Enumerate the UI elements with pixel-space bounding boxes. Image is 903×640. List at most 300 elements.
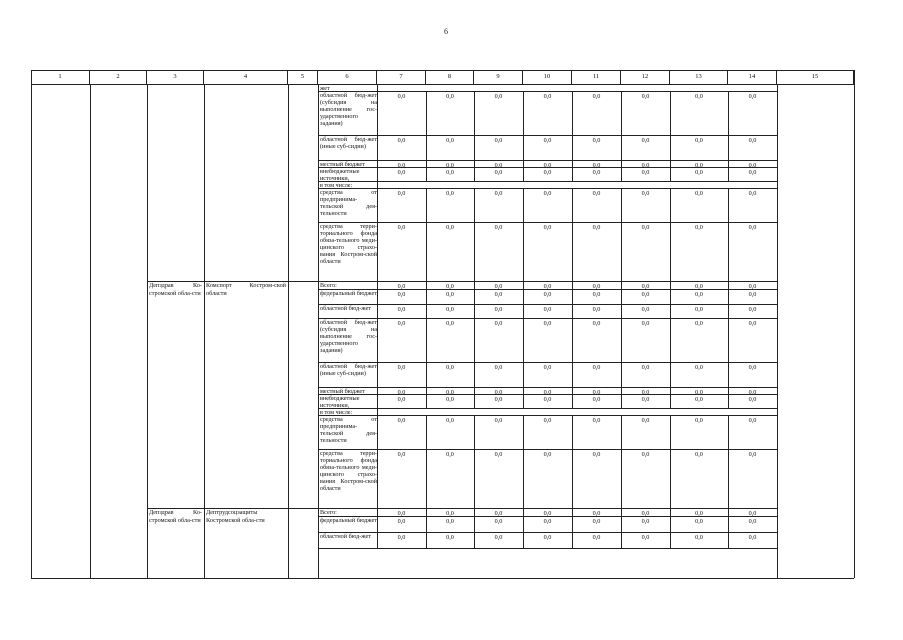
value-cell: 0,0 [748, 162, 757, 169]
value-divider [621, 289, 622, 304]
value-cell: 0,0 [748, 320, 757, 327]
value-cell: 0,0 [748, 306, 757, 313]
value-cell: 0,0 [695, 510, 703, 517]
value-cell: 0,0 [695, 169, 703, 176]
value-divider [426, 135, 427, 160]
value-cell: 0,0 [695, 451, 703, 458]
column-divider [777, 84, 778, 578]
value-divider [523, 508, 524, 516]
value-divider [377, 188, 378, 222]
value-divider [377, 394, 378, 408]
row-separator [318, 91, 777, 92]
value-cell: 0,0 [641, 283, 650, 290]
value-cell: 0,0 [397, 534, 406, 541]
value-cell: 0,0 [748, 169, 757, 176]
value-divider [572, 449, 573, 508]
value-cell: 0,0 [641, 364, 650, 371]
value-divider [474, 318, 475, 362]
value-divider [670, 222, 671, 281]
value-cell: 0,0 [695, 162, 703, 169]
column-header: 15 [777, 70, 854, 84]
value-divider [572, 188, 573, 222]
value-cell: 0,0 [446, 417, 454, 424]
value-divider [621, 318, 622, 362]
table-border-left [31, 70, 32, 578]
row-separator [318, 548, 777, 549]
value-cell: 0,0 [446, 137, 454, 144]
value-divider [621, 304, 622, 318]
value-cell: 0,0 [641, 137, 650, 144]
value-cell: 0,0 [641, 162, 650, 169]
row-separator [318, 394, 777, 395]
page-number: 6 [444, 27, 448, 36]
budget-table [31, 70, 854, 578]
value-cell: 0,0 [695, 320, 703, 327]
value-divider [728, 135, 729, 160]
value-cell: 0,0 [494, 224, 503, 231]
row-separator [318, 304, 777, 305]
value-cell: 0,0 [592, 137, 601, 144]
value-cell: 0,0 [592, 93, 601, 100]
value-divider [728, 415, 729, 449]
value-divider [728, 318, 729, 362]
value-divider [670, 415, 671, 449]
value-cell: 0,0 [397, 396, 406, 403]
value-cell: 0,0 [641, 224, 650, 231]
value-cell: 0,0 [397, 510, 406, 517]
row-separator [318, 362, 777, 363]
value-divider [621, 394, 622, 408]
value-divider [728, 387, 729, 394]
column-divider [90, 84, 91, 578]
value-cell: 0,0 [748, 518, 757, 525]
value-cell: 0,0 [543, 518, 552, 525]
row-separator [318, 188, 777, 189]
value-divider [377, 84, 378, 91]
value-divider [728, 516, 729, 532]
value-divider [474, 91, 475, 135]
value-divider [572, 394, 573, 408]
value-divider [670, 188, 671, 222]
value-cell: 0,0 [446, 162, 454, 169]
value-divider [523, 415, 524, 449]
value-divider [728, 289, 729, 304]
row-label: федеральный бюджет [320, 517, 377, 524]
value-divider [572, 362, 573, 387]
value-divider [621, 362, 622, 387]
value-divider [523, 281, 524, 289]
value-cell: 0,0 [397, 162, 406, 169]
value-divider [728, 91, 729, 135]
row-label: Всего: [320, 509, 337, 516]
value-divider [670, 362, 671, 387]
row-label: средства от предпринима-тельской дея-тельности [320, 416, 377, 445]
value-cell: 0,0 [748, 283, 757, 290]
value-cell: 0,0 [641, 389, 650, 396]
value-divider [377, 289, 378, 304]
column-header: 8 [426, 70, 474, 84]
value-cell: 0,0 [592, 417, 601, 424]
value-divider [572, 135, 573, 160]
value-divider [377, 160, 378, 167]
row-separator [318, 508, 777, 509]
value-cell: 0,0 [494, 306, 503, 313]
value-cell: 0,0 [641, 93, 650, 100]
row-label: Всего: [320, 282, 337, 289]
row-label: внебюджетные источники, [320, 395, 360, 408]
value-divider [426, 188, 427, 222]
row-separator [318, 387, 777, 388]
value-divider [426, 532, 427, 548]
value-cell: 0,0 [494, 534, 503, 541]
value-divider [670, 304, 671, 318]
value-cell: 0,0 [748, 417, 757, 424]
value-cell: 0,0 [695, 190, 703, 197]
column-divider [288, 84, 289, 578]
value-divider [426, 387, 427, 394]
value-divider [670, 160, 671, 167]
value-divider [474, 532, 475, 548]
value-cell: 0,0 [641, 190, 650, 197]
value-divider [621, 449, 622, 508]
value-cell: 0,0 [748, 534, 757, 541]
row-label: местный бюджет [320, 161, 365, 167]
value-divider [572, 387, 573, 394]
value-cell: 0,0 [592, 510, 601, 517]
value-cell: 0,0 [446, 451, 454, 458]
value-cell: 0,0 [397, 169, 406, 176]
value-divider [474, 167, 475, 181]
value-divider [621, 387, 622, 394]
value-cell: 0,0 [494, 283, 503, 290]
value-divider [377, 91, 378, 135]
value-divider [426, 91, 427, 135]
value-cell: 0,0 [494, 396, 503, 403]
value-divider [670, 508, 671, 516]
row-label: областной бюд-жет (субсидия на выполнение гос-ударственного задания) [320, 92, 377, 128]
value-divider [523, 304, 524, 318]
value-divider [572, 281, 573, 289]
value-cell: 0,0 [695, 291, 703, 298]
value-divider [474, 415, 475, 449]
value-divider [426, 304, 427, 318]
row-label: средства терри-ториального фонда обяза-тельного меди-цинского страхо-вания Костром-ской области [320, 450, 377, 493]
value-divider [377, 516, 378, 532]
value-divider [572, 222, 573, 281]
row-separator [318, 289, 777, 290]
value-cell: 0,0 [446, 169, 454, 176]
value-cell: 0,0 [641, 396, 650, 403]
value-cell: 0,0 [494, 364, 503, 371]
value-cell: 0,0 [494, 93, 503, 100]
value-divider [426, 289, 427, 304]
value-cell: 0,0 [695, 534, 703, 541]
value-cell: 0,0 [543, 389, 552, 396]
value-cell: 0,0 [543, 364, 552, 371]
value-cell: 0,0 [695, 306, 703, 313]
value-divider [426, 318, 427, 362]
row-separator [318, 167, 777, 168]
column-header: 5 [288, 70, 318, 84]
value-divider [621, 160, 622, 167]
row-separator [318, 135, 777, 136]
value-cell: 0,0 [695, 137, 703, 144]
value-divider [728, 508, 729, 516]
value-cell: 0,0 [543, 510, 552, 517]
value-cell: 0,0 [543, 534, 552, 541]
value-cell: 0,0 [695, 396, 703, 403]
value-divider [621, 188, 622, 222]
value-divider [426, 394, 427, 408]
row-separator [318, 281, 777, 282]
value-divider [474, 160, 475, 167]
value-cell: 0,0 [592, 320, 601, 327]
value-cell: 0,0 [543, 291, 552, 298]
value-cell: 0,0 [446, 306, 454, 313]
value-divider [572, 160, 573, 167]
row-separator [318, 160, 777, 161]
value-divider [523, 318, 524, 362]
value-cell: 0,0 [592, 534, 601, 541]
value-divider [728, 362, 729, 387]
value-cell: 0,0 [446, 364, 454, 371]
value-divider [621, 281, 622, 289]
value-divider [377, 362, 378, 387]
value-divider [474, 222, 475, 281]
row-label: областной бюд-жет (иные суб-сидии) [320, 363, 377, 378]
value-divider [621, 532, 622, 548]
value-divider [670, 532, 671, 548]
value-cell: 0,0 [592, 518, 601, 525]
value-divider [474, 394, 475, 408]
value-divider [474, 304, 475, 318]
value-cell: 0,0 [397, 224, 406, 231]
value-divider [523, 91, 524, 135]
value-divider [426, 362, 427, 387]
value-divider [377, 449, 378, 508]
row-label: федеральный бюджет [320, 290, 377, 297]
column-header: 4 [204, 70, 288, 84]
value-divider [670, 318, 671, 362]
value-cell: 0,0 [748, 451, 757, 458]
value-divider [377, 181, 378, 188]
value-cell: 0,0 [641, 518, 650, 525]
value-cell: 0,0 [543, 137, 552, 144]
value-cell: 0,0 [494, 190, 503, 197]
value-cell: 0,0 [397, 451, 406, 458]
value-cell: 0,0 [748, 389, 757, 396]
row-label: средства терри-ториального фонда обяза-тельного меди-цинского страхо-вания Костром-ской области [320, 223, 377, 266]
value-cell: 0,0 [397, 389, 406, 396]
value-cell: 0,0 [748, 364, 757, 371]
value-divider [728, 188, 729, 222]
value-divider [728, 281, 729, 289]
value-divider [572, 289, 573, 304]
value-divider [670, 91, 671, 135]
row-label: областной бюд-жет (субсидия на выполнение гос-ударственного задания) [320, 319, 377, 355]
value-cell: 0,0 [695, 417, 703, 424]
value-cell: 0,0 [494, 162, 503, 169]
value-cell: 0,0 [446, 291, 454, 298]
value-divider [474, 449, 475, 508]
value-cell: 0,0 [641, 291, 650, 298]
value-cell: 0,0 [592, 451, 601, 458]
row-separator [318, 449, 777, 450]
column-header: 10 [523, 70, 572, 84]
value-divider [621, 516, 622, 532]
value-divider [474, 188, 475, 222]
value-cell: 0,0 [748, 93, 757, 100]
value-cell: 0,0 [543, 162, 552, 169]
value-cell: 0,0 [446, 396, 454, 403]
value-divider [728, 167, 729, 181]
row-separator [318, 415, 777, 416]
value-divider [474, 508, 475, 516]
value-cell: 0,0 [494, 389, 503, 396]
value-cell: 0,0 [543, 417, 552, 424]
value-cell: 0,0 [397, 417, 406, 424]
row-separator [318, 408, 777, 409]
value-divider [670, 289, 671, 304]
column-header: 13 [670, 70, 728, 84]
value-cell: 0,0 [641, 306, 650, 313]
value-cell: 0,0 [494, 451, 503, 458]
row-label: областной бюд-жет (иные суб-сидии) [320, 136, 377, 151]
value-divider [523, 135, 524, 160]
value-divider [523, 532, 524, 548]
value-divider [670, 281, 671, 289]
value-divider [670, 167, 671, 181]
value-divider [670, 135, 671, 160]
value-divider [426, 160, 427, 167]
value-cell: 0,0 [397, 93, 406, 100]
row-label: средства от предпринима-тельской дея-тельности [320, 189, 377, 218]
value-cell: 0,0 [695, 364, 703, 371]
value-divider [728, 160, 729, 167]
value-divider [728, 304, 729, 318]
column-header: 6 [318, 70, 377, 84]
value-cell: 0,0 [592, 283, 601, 290]
value-cell: 0,0 [543, 451, 552, 458]
value-cell: 0,0 [543, 93, 552, 100]
value-divider [523, 188, 524, 222]
row-separator [318, 318, 777, 319]
row-separator [318, 181, 777, 182]
value-cell: 0,0 [446, 93, 454, 100]
value-cell: 0,0 [695, 518, 703, 525]
value-divider [523, 167, 524, 181]
value-cell: 0,0 [641, 534, 650, 541]
value-cell: 0,0 [494, 320, 503, 327]
row-label: областной бюд-жет [320, 533, 371, 540]
value-cell: 0,0 [592, 224, 601, 231]
value-divider [523, 516, 524, 532]
value-cell: 0,0 [543, 169, 552, 176]
value-divider [621, 508, 622, 516]
value-divider [377, 318, 378, 362]
value-divider [426, 449, 427, 508]
value-divider [377, 532, 378, 548]
value-cell: 0,0 [446, 389, 454, 396]
value-cell: 0,0 [397, 291, 406, 298]
value-cell: 0,0 [695, 224, 703, 231]
value-divider [523, 449, 524, 508]
value-divider [621, 91, 622, 135]
value-divider [621, 415, 622, 449]
value-divider [377, 281, 378, 289]
value-cell: 0,0 [592, 291, 601, 298]
value-divider [474, 362, 475, 387]
value-cell: 0,0 [748, 291, 757, 298]
value-divider [670, 394, 671, 408]
column-header: 2 [90, 70, 147, 84]
value-divider [523, 394, 524, 408]
value-cell: 0,0 [494, 417, 503, 424]
org-col3: Депздрав Ко-стромской обла-сти [149, 282, 202, 297]
header-separator [31, 84, 854, 85]
value-divider [523, 362, 524, 387]
value-divider [621, 222, 622, 281]
value-cell: 0,0 [748, 510, 757, 517]
value-divider [377, 222, 378, 281]
value-divider [377, 408, 378, 415]
value-cell: 0,0 [592, 396, 601, 403]
value-divider [728, 449, 729, 508]
column-header: 11 [572, 70, 621, 84]
value-divider [523, 289, 524, 304]
value-divider [426, 167, 427, 181]
value-divider [377, 135, 378, 160]
value-divider [728, 532, 729, 548]
row-label: жет [320, 85, 330, 91]
column-divider [147, 84, 148, 578]
value-divider [572, 415, 573, 449]
value-cell: 0,0 [543, 320, 552, 327]
value-divider [474, 289, 475, 304]
value-divider [572, 304, 573, 318]
value-divider [426, 516, 427, 532]
row-separator [318, 222, 777, 223]
org-col3: Депздрав Ко-стромской обла-сти [149, 509, 202, 524]
org-col4: Дептрудсоцзащиты Костромской обла-сти [206, 509, 265, 524]
value-divider [670, 449, 671, 508]
value-cell: 0,0 [446, 190, 454, 197]
value-cell: 0,0 [748, 190, 757, 197]
column-header: 9 [474, 70, 523, 84]
row-label: областной бюд-жет [320, 305, 371, 312]
row-label: внебюджетные источники, [320, 168, 360, 181]
value-cell: 0,0 [543, 190, 552, 197]
value-cell: 0,0 [695, 283, 703, 290]
value-divider [474, 516, 475, 532]
value-divider [474, 135, 475, 160]
value-cell: 0,0 [446, 518, 454, 525]
value-cell: 0,0 [641, 510, 650, 517]
value-divider [572, 508, 573, 516]
value-divider [474, 281, 475, 289]
value-cell: 0,0 [748, 137, 757, 144]
value-divider [377, 304, 378, 318]
value-cell: 0,0 [641, 169, 650, 176]
value-cell: 0,0 [397, 320, 406, 327]
value-divider [728, 394, 729, 408]
value-cell: 0,0 [748, 396, 757, 403]
value-divider [426, 508, 427, 516]
value-cell: 0,0 [592, 389, 601, 396]
value-divider [377, 167, 378, 181]
value-divider [728, 222, 729, 281]
value-divider [426, 222, 427, 281]
